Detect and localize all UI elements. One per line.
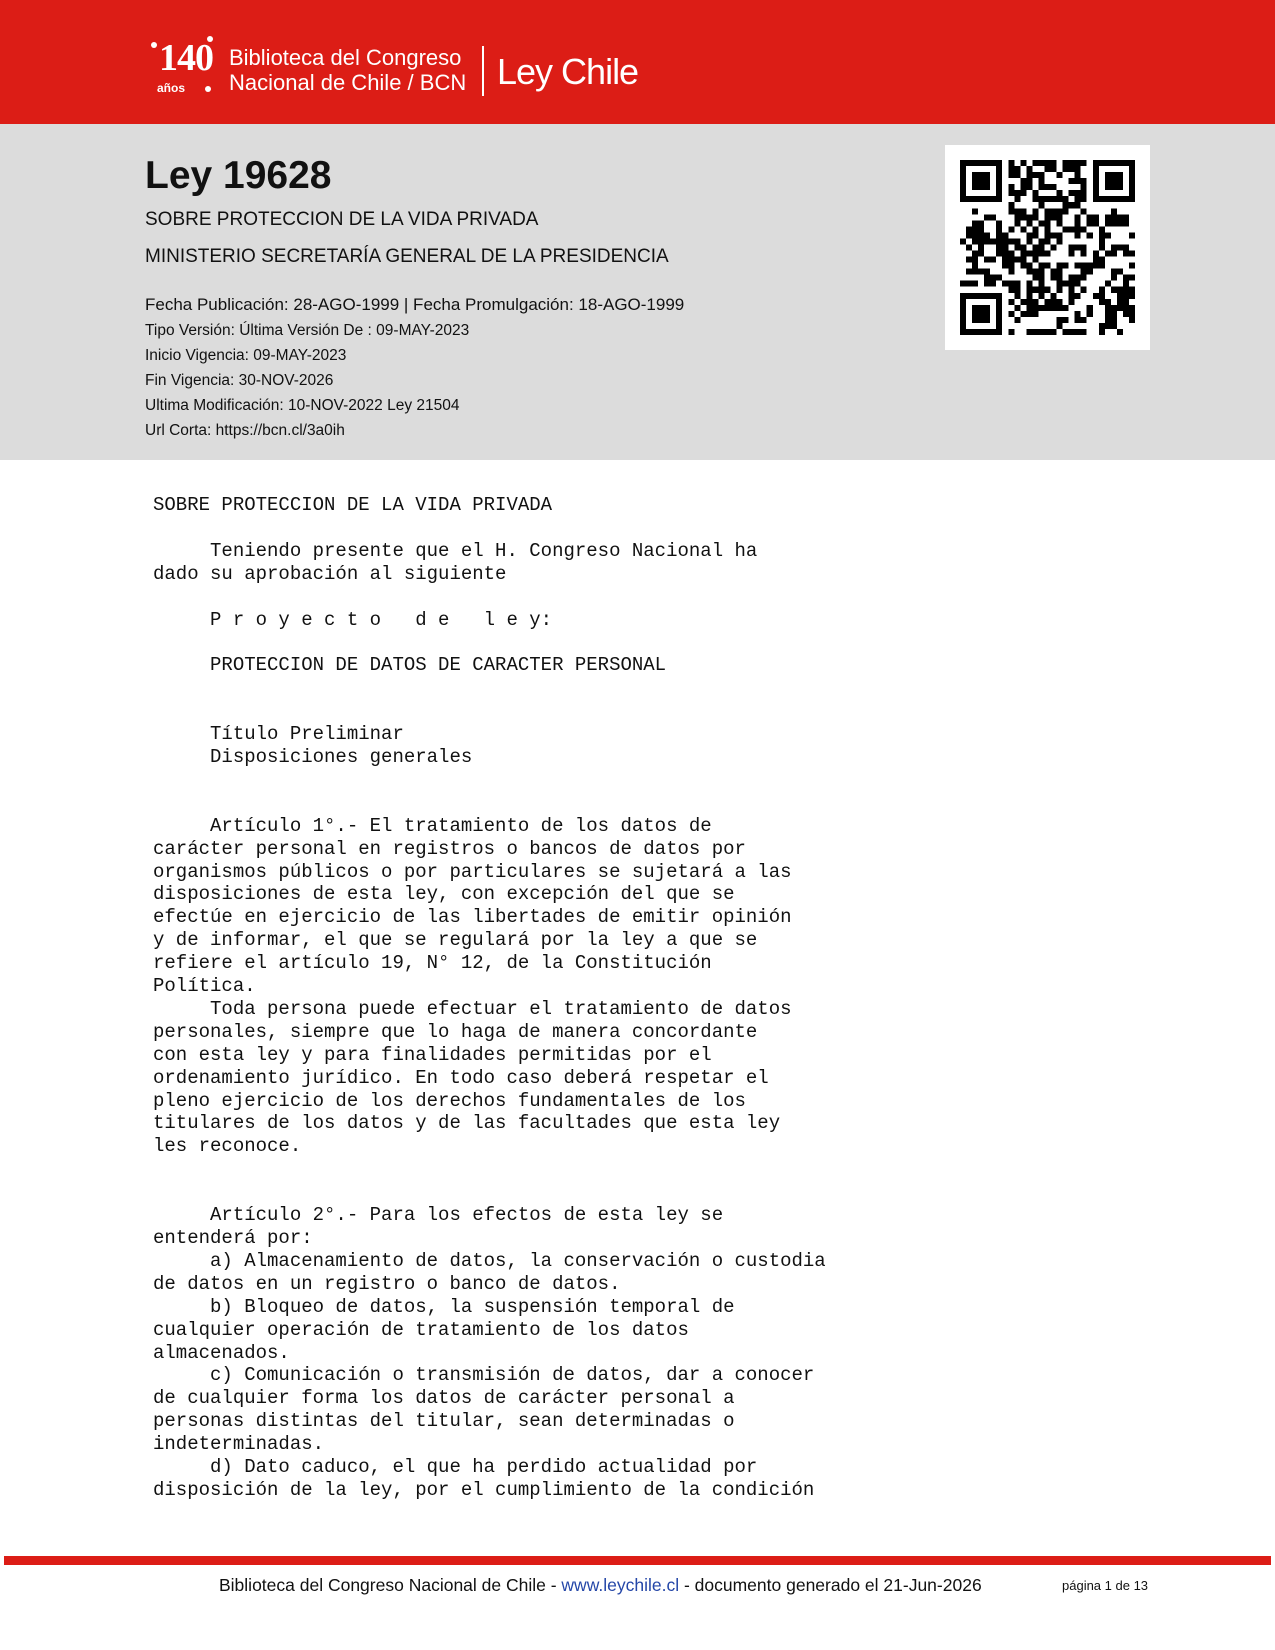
body-line: personales, siempre que lo haga de manera concordante (153, 1020, 758, 1043)
anniversary-number: 140 (159, 37, 213, 79)
publication-dates: Fecha Publicación: 28-AGO-1999 | Fecha Promulgación: 18-AGO-1999 (145, 295, 685, 314)
body-line: ordenamiento jurídico. En todo caso deberá respetar el (153, 1066, 769, 1089)
body-line: Artículo 2°.- Para los efectos de esta ley se (210, 1204, 724, 1227)
body-line: y de informar, el que se regulará por la ley a que se (153, 929, 758, 952)
body-line: a) Almacenamiento de datos, la conservación o custodia (210, 1249, 826, 1272)
bcn-logo[interactable] (147, 36, 647, 106)
version-type: Tipo Versión: Última Versión De : 09-MAY-2023 (145, 322, 470, 339)
body-line: de cualquier forma los datos de carácter personal a (153, 1387, 735, 1410)
short-url[interactable]: Url Corta: https://bcn.cl/3a0ih (145, 422, 345, 439)
body-line: Artículo 1°.- El tratamiento de los datos de (210, 814, 712, 837)
last-modification: Ultima Modificación: 10-NOV-2022 Ley 21504 (145, 397, 460, 414)
top-banner (0, 0, 1275, 124)
body-line: con esta ley y para finalidades permitidas por el (153, 1043, 712, 1066)
institution-name (229, 45, 466, 95)
body-line: les reconoce. (153, 1135, 302, 1158)
body-line: Disposiciones generales (210, 745, 473, 768)
body-line: titulares de los datos y de las facultades que esta ley (153, 1112, 781, 1135)
anniversary-badge (147, 36, 217, 106)
body-line: disposiciones de esta ley, con excepción del que se (153, 883, 735, 906)
body-line: Política. (153, 975, 256, 998)
body-line: P r o y e c t o d e l e y: (210, 608, 553, 631)
footer-rule (4, 1556, 1271, 1565)
institution-line-2: Nacional de Chile / BCN (229, 70, 467, 95)
footer-prefix: Biblioteca del Congreso Nacional de Chile - (219, 1575, 562, 1595)
body-line: efectúe en ejercicio de las libertades de emitir opinión (153, 906, 792, 929)
body-line: cualquier operación de tratamiento de los datos (153, 1318, 689, 1341)
body-line: dado su aprobación al siguiente (153, 562, 507, 585)
institution-line-1: Biblioteca del Congreso (229, 45, 462, 70)
law-subtitle: SOBRE PROTECCION DE LA VIDA PRIVADA (145, 209, 539, 230)
body-line: indeterminadas. (153, 1433, 325, 1456)
footer-credit (219, 1575, 982, 1596)
anniversary-label: años (157, 81, 186, 95)
body-line: personas distintas del titular, sean determinadas o (153, 1410, 735, 1433)
body-line: d) Dato caduco, el que ha perdido actualidad por (210, 1456, 758, 1479)
body-line: disposición de la ley, por el cumplimiento de la condición (153, 1478, 815, 1501)
leychile-link[interactable]: www.leychile.cl (561, 1575, 680, 1595)
law-title: Ley 19628 (145, 154, 332, 197)
logo-divider (482, 46, 484, 96)
body-line: PROTECCION DE DATOS DE CARACTER PERSONAL (210, 654, 667, 677)
body-line: c) Comunicación o transmisión de datos, dar a conocer (210, 1364, 815, 1387)
body-line: pleno ejercicio de los derechos fundamentales de los (153, 1089, 746, 1112)
body-line: Título Preliminar (210, 723, 404, 746)
body-line: Teniendo presente que el H. Congreso Nacional ha (210, 539, 758, 562)
ministry-name: MINISTERIO SECRETARÍA GENERAL DE LA PRESIDENCIA (145, 246, 669, 267)
body-line: Toda persona puede efectuar el tratamiento de datos (210, 997, 792, 1020)
body-line: de datos en un registro o banco de datos. (153, 1272, 621, 1295)
footer-suffix: - documento generado el 21-Jun-2026 (679, 1575, 982, 1595)
body-line: entenderá por: (153, 1227, 313, 1249)
body-line: carácter personal en registros o bancos de datos por (153, 837, 746, 860)
qr-code-graphic (960, 160, 1135, 335)
end-validity: Fin Vigencia: 30-NOV-2026 (145, 372, 334, 389)
page-number: página 1 de 13 (1062, 1578, 1149, 1593)
qr-code-icon (945, 145, 1150, 350)
brand-name: Ley Chile (497, 51, 639, 92)
body-line: almacenados. (153, 1341, 290, 1364)
body-line: SOBRE PROTECCION DE LA VIDA PRIVADA (153, 494, 553, 516)
law-body-text (153, 494, 826, 1502)
body-line: organismos públicos o por particulares se sujetará a las (153, 860, 792, 883)
body-line: refiere el artículo 19, N° 12, de la Constitución (153, 952, 712, 975)
body-line: b) Bloqueo de datos, la suspensión temporal de (210, 1295, 735, 1318)
start-validity: Inicio Vigencia: 09-MAY-2023 (145, 347, 347, 364)
